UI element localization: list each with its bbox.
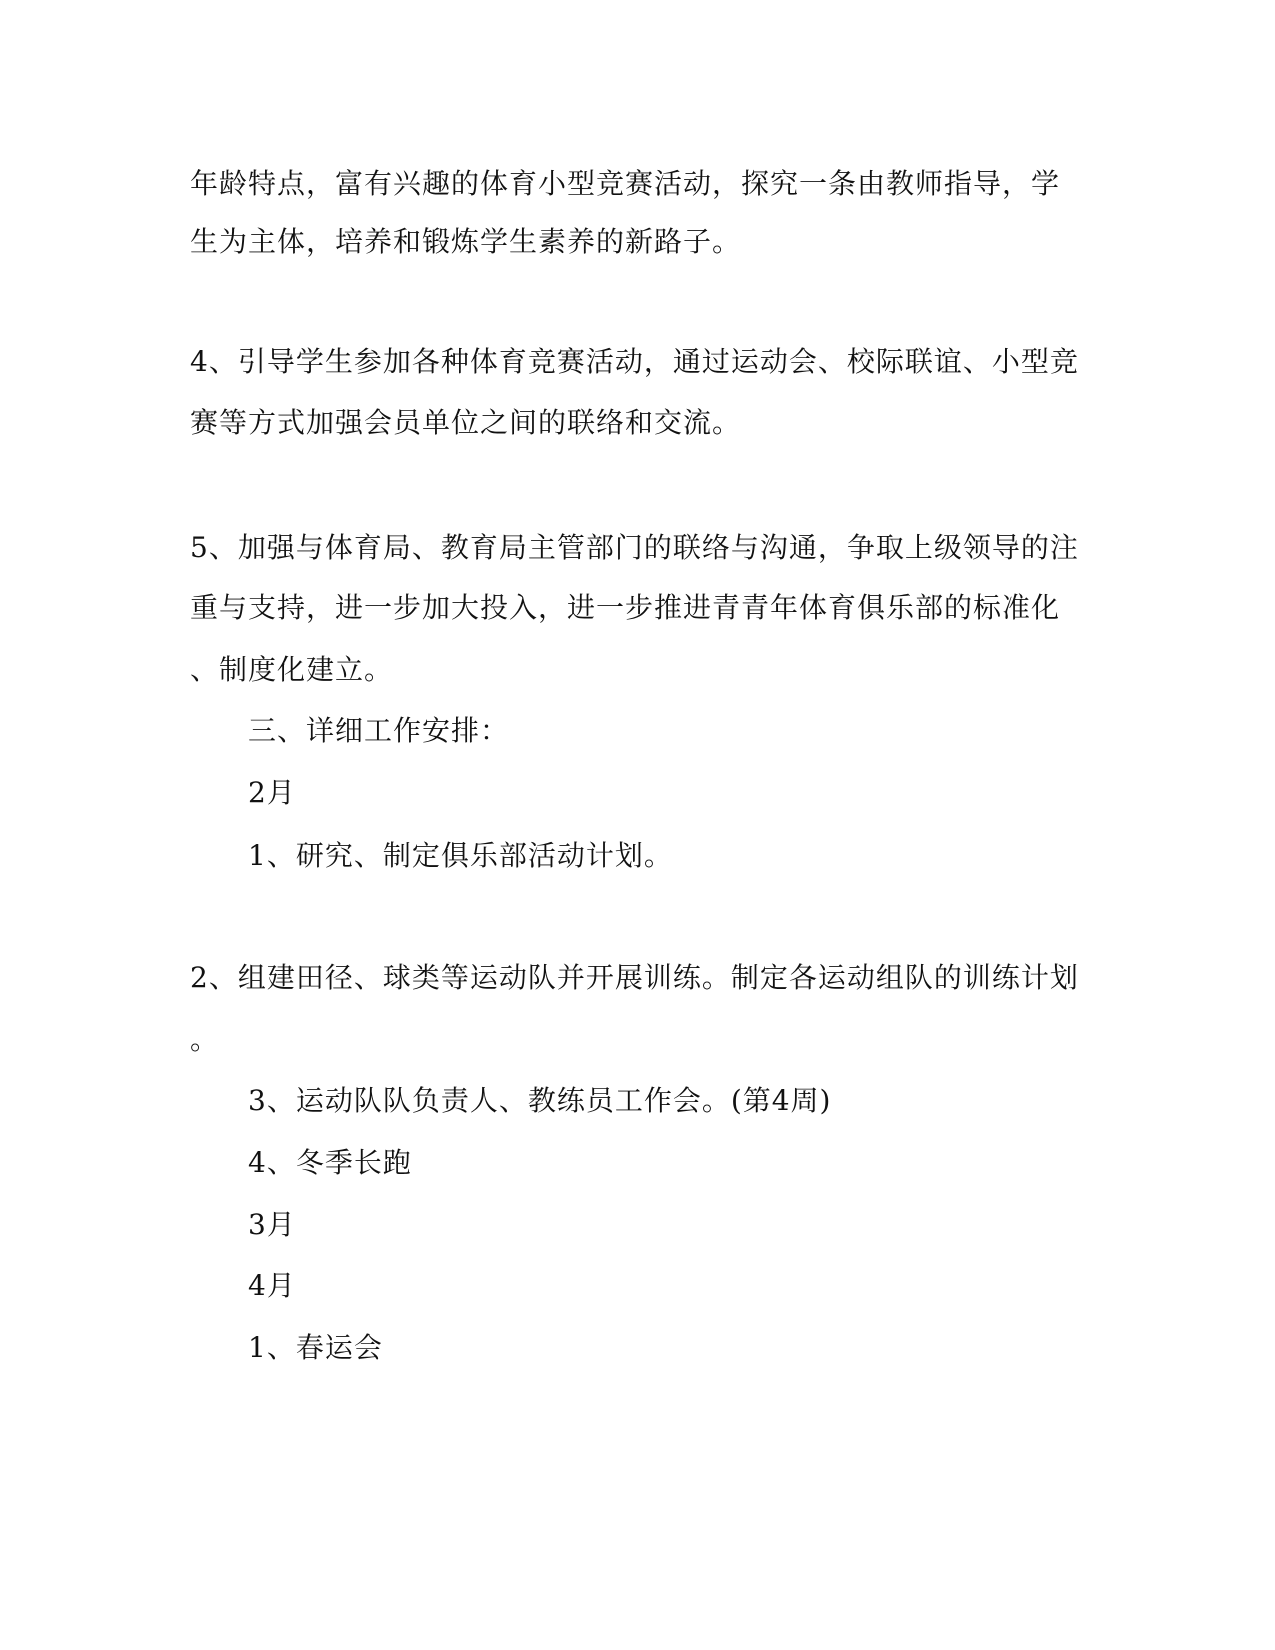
month-heading: 4月: [248, 1269, 296, 1302]
list-item: 1、研究、制定俱乐部活动计划。: [248, 839, 673, 872]
list-item: 2、组建田径、球类等运动队并开展训练。制定各运动组队的训练计划: [190, 961, 1079, 994]
month-heading: 2月: [248, 776, 296, 809]
paragraph-line: 5、加强与体育局、教育局主管部门的联络与沟通，争取上级领导的注: [190, 531, 1079, 564]
month-heading: 3月: [248, 1208, 296, 1241]
list-item-continuation: 。: [190, 1023, 220, 1056]
paragraph-line: 、制度化建立。: [190, 653, 394, 686]
paragraph-line: 4、引导学生参加各种体育竞赛活动，通过运动会、校际联谊、小型竞: [190, 345, 1079, 378]
list-item: 1、春运会: [248, 1331, 383, 1364]
paragraph-line: 生为主体，培养和锻炼学生素养的新路子。: [190, 225, 742, 258]
list-item: 3、运动队队负责人、教练员工作会。(第4周): [248, 1084, 832, 1117]
list-item: 4、冬季长跑: [248, 1146, 412, 1179]
paragraph-line: 重与支持，进一步加大投入，进一步推进青青年体育俱乐部的标准化: [190, 591, 1061, 624]
paragraph-line: 年龄特点，富有兴趣的体育小型竞赛活动，探究一条由教师指导，学: [190, 167, 1061, 200]
section-heading: 三、详细工作安排：: [248, 714, 510, 747]
paragraph-line: 赛等方式加强会员单位之间的联络和交流。: [190, 406, 742, 439]
